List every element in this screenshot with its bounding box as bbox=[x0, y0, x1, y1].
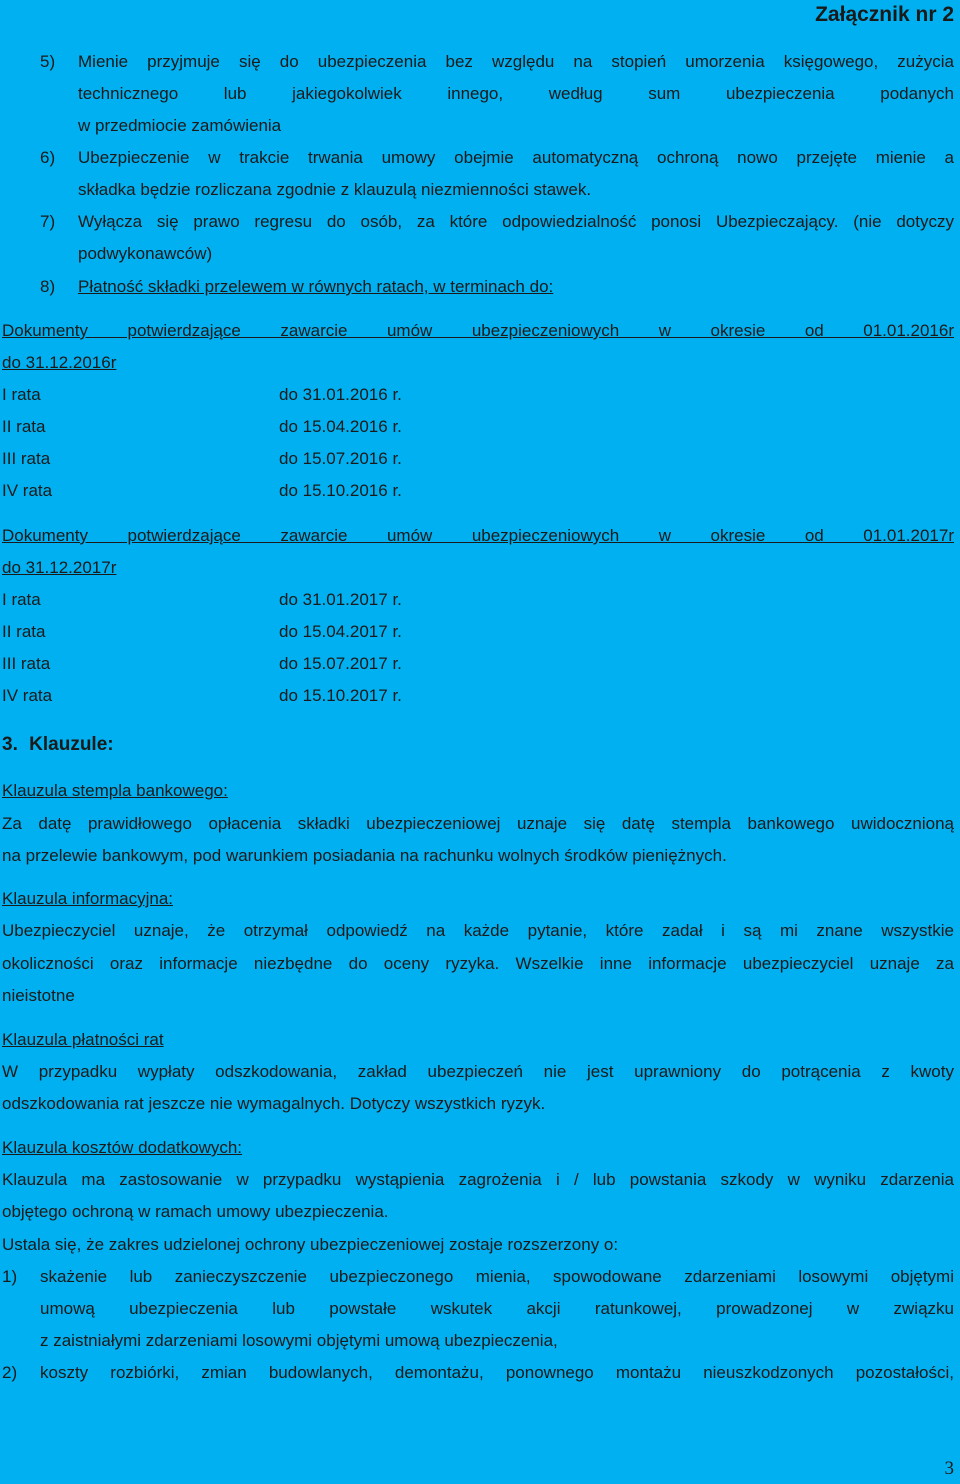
schedule-row bbox=[2, 385, 954, 407]
item-text-line: z zaistniałymi zdarzeniami losowymi objętymi umową ubezpieczenia, bbox=[40, 1331, 558, 1350]
clause-title: Klauzula informacyjna: bbox=[2, 889, 174, 908]
clause-text-line: odszkodowania rat jeszcze nie wymagalnych. Dotyczy wszystkich ryzyk. bbox=[2, 1094, 546, 1113]
clause-text-line: objętego ochroną w ramach umowy ubezpieczenia. bbox=[2, 1202, 389, 1221]
rate-date: do 15.07.2017 r. bbox=[279, 654, 402, 673]
rate-date: do 15.10.2017 r. bbox=[279, 686, 402, 705]
schedule-title: do 31.12.2016r bbox=[2, 353, 117, 372]
rate-label: III rata bbox=[2, 654, 51, 673]
item-text-line: podwykonawców) bbox=[78, 244, 213, 263]
schedule-row bbox=[2, 622, 954, 644]
item-number: 2) bbox=[2, 1363, 18, 1382]
clause-text-line: Ubezpieczyciel uznaje, że otrzymał odpowiedź na każde pytanie, które zadał i są mi znane wszystkie bbox=[2, 921, 954, 940]
schedule-row bbox=[2, 417, 954, 439]
item-text-line: Mienie przyjmuje się do ubezpieczenia bez względu na stopień umorzenia księgowego, zużycia bbox=[78, 52, 954, 71]
schedule-title: Dokumenty potwierdzające zawarcie umów ubezpieczeniowych w okresie od 01.01.2017r bbox=[2, 526, 954, 545]
schedule-row bbox=[2, 481, 954, 503]
clause-title: Klauzula stempla bankowego: bbox=[2, 781, 228, 800]
item-text-line: technicznego lub jakiegokolwiek innego, według sum ubezpieczenia podanych bbox=[78, 84, 954, 103]
section-title: Klauzule: bbox=[29, 734, 114, 755]
clause-title: Klauzula płatności rat bbox=[2, 1030, 164, 1049]
rate-date: do 15.04.2017 r. bbox=[279, 622, 402, 641]
clause-text-line: nieistotne bbox=[2, 986, 75, 1005]
clause-text-line: Ustala się, że zakres udzielonej ochrony ubezpieczeniowej zostaje rozszerzony o: bbox=[2, 1235, 619, 1254]
item-number: 7) bbox=[40, 212, 56, 231]
page-number: 3 bbox=[944, 1458, 954, 1479]
item-number: 8) bbox=[40, 277, 56, 296]
rate-date: do 31.01.2016 r. bbox=[279, 385, 402, 404]
item-number: 1) bbox=[2, 1267, 18, 1286]
rate-label: I rata bbox=[2, 385, 41, 404]
schedule-title: Dokumenty potwierdzające zawarcie umów ubezpieczeniowych w okresie od 01.01.2016r bbox=[2, 321, 954, 340]
rate-label: II rata bbox=[2, 417, 46, 436]
clause-text-line: Za datę prawidłowego opłacenia składki ubezpieczeniowej uznaje się datę stempla bankowego uwidocznioną bbox=[2, 814, 954, 833]
schedule-row bbox=[2, 590, 954, 612]
rate-date: do 15.07.2016 r. bbox=[279, 449, 402, 468]
rate-label: IV rata bbox=[2, 686, 53, 705]
item-text-line: Płatność składki przelewem w równych ratach, w terminach do: bbox=[78, 277, 554, 296]
item-text-line: Wyłącza się prawo regresu do osób, za które odpowiedzialność ponosi Ubezpieczający. (nie dotyczy bbox=[78, 212, 954, 231]
rate-label: I rata bbox=[2, 590, 41, 609]
clause-text-line: Klauzula ma zastosowanie w przypadku wystąpienia zagrożenia i / lub powstania szkody w wyniku zdarzenia bbox=[2, 1170, 954, 1189]
section-number: 3. bbox=[2, 734, 18, 755]
rate-date: do 31.01.2017 r. bbox=[279, 590, 402, 609]
rate-label: III rata bbox=[2, 449, 51, 468]
item-text-line: w przedmiocie zamówienia bbox=[78, 116, 282, 135]
section-heading bbox=[2, 735, 954, 757]
clause-title: Klauzula kosztów dodatkowych: bbox=[2, 1138, 243, 1157]
item-text-line: skażenie lub zanieczyszczenie ubezpieczonego mienia, spowodowane zdarzeniami losowymi objętymi bbox=[40, 1267, 954, 1286]
rate-label: IV rata bbox=[2, 481, 53, 500]
item-text-line: Ubezpieczenie w trakcie trwania umowy obejmie automatyczną ochroną nowo przejęte mienie a bbox=[78, 148, 954, 167]
rate-date: do 15.04.2016 r. bbox=[279, 417, 402, 436]
item-number: 5) bbox=[40, 52, 56, 71]
schedule-title: do 31.12.2017r bbox=[2, 558, 117, 577]
rate-date: do 15.10.2016 r. bbox=[279, 481, 402, 500]
item-text-line: koszty rozbiórki, zmian budowlanych, demontażu, ponownego montażu nieuszkodzonych pozostałości, bbox=[40, 1363, 954, 1382]
schedule-row bbox=[2, 654, 954, 676]
item-text-line: umową ubezpieczenia lub powstałe wskutek akcji ratunkowej, prowadzonej w związku bbox=[40, 1299, 954, 1318]
clause-text-line: W przypadku wypłaty odszkodowania, zakład ubezpieczeń nie jest uprawniony do potrącenia z kwoty bbox=[2, 1062, 954, 1081]
item-text-line: składka będzie rozliczana zgodnie z klauzulą niezmienności stawek. bbox=[78, 180, 592, 199]
item-number: 6) bbox=[40, 148, 56, 167]
schedule-row bbox=[2, 686, 954, 708]
rate-label: II rata bbox=[2, 622, 46, 641]
attachment-header: Załącznik nr 2 bbox=[815, 3, 954, 26]
clause-text-line: okoliczności oraz informacje niezbędne do oceny ryzyka. Wszelkie inne informacje ubezpieczyciel uznaje za bbox=[2, 954, 954, 973]
clause-text-line: na przelewie bankowym, pod warunkiem posiadania na rachunku wolnych środków pieniężnych. bbox=[2, 846, 727, 865]
schedule-row bbox=[2, 449, 954, 471]
